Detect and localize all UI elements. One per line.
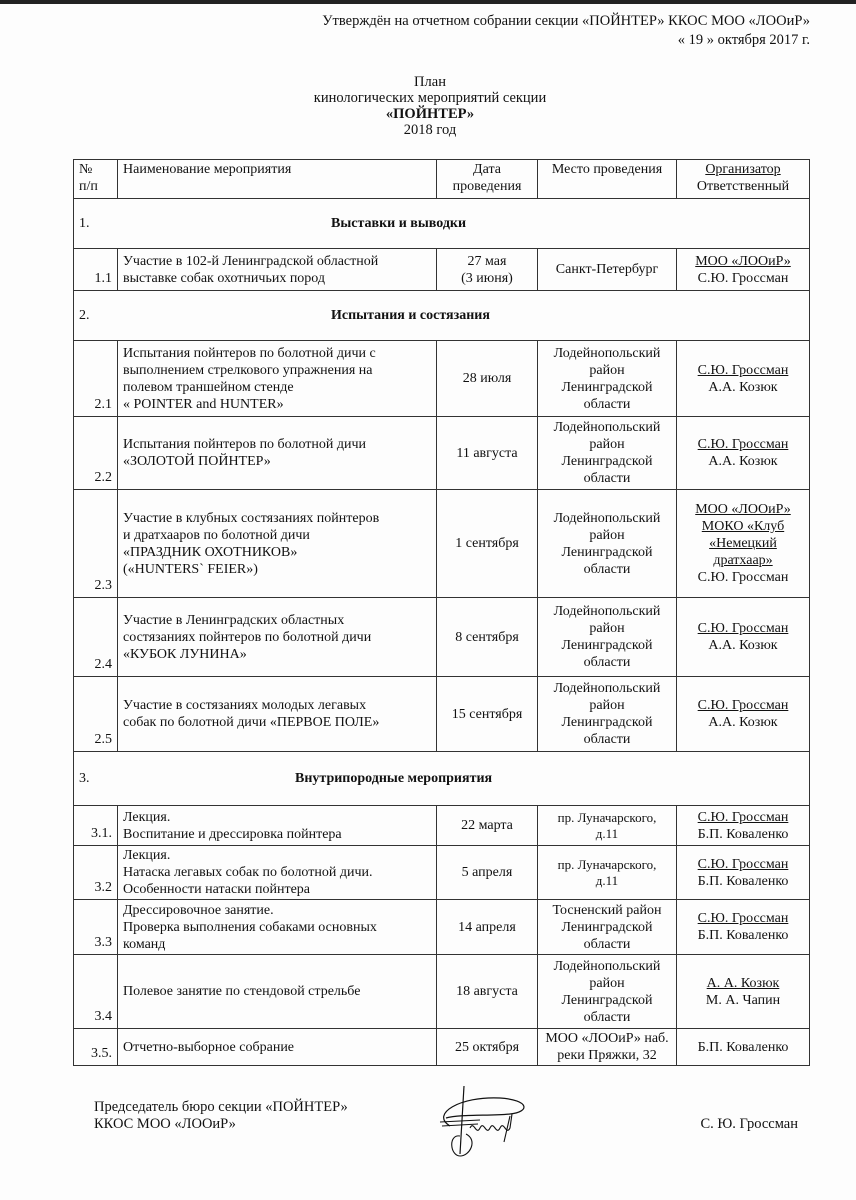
organizer-line: дратхаар» — [713, 553, 773, 568]
event-name-line: Участие в клубных состязаниях пойнтеров — [123, 510, 380, 526]
event-place-line: Лодейнопольский — [553, 345, 661, 361]
table-row — [74, 417, 810, 490]
header-place: Место проведения — [538, 160, 677, 199]
header-num-line: № — [79, 162, 93, 177]
event-place-line: Лодейнопольский — [553, 604, 661, 619]
event-place-line: Лодейнопольский — [553, 420, 661, 435]
event-name-line: выставке собак охотничьих пород — [123, 270, 326, 286]
event-date — [437, 598, 538, 677]
event-date-line: 28 июля — [462, 371, 512, 386]
title-year: 2018 год — [403, 122, 457, 138]
table-row — [74, 490, 810, 598]
event-name-line: Участие в состязаниях молодых легавых — [123, 698, 367, 713]
event-name-line: Воспитание и дрессировка пойнтера — [123, 826, 342, 842]
approval-line: Утверждён на отчетном собрании секции «ПОЙНТЕР» ККОС МОО «ЛООиР» — [322, 13, 810, 29]
row-number: 3.5. — [74, 1029, 118, 1066]
header-date — [437, 160, 538, 199]
event-place-line: области — [583, 561, 631, 577]
organizer-line: С.Ю. Гроссман — [697, 362, 789, 378]
event-date — [437, 677, 538, 752]
event-name — [118, 341, 437, 417]
event-name — [118, 806, 437, 846]
event-date — [437, 1029, 538, 1066]
row-number: 2.5 — [74, 677, 118, 752]
section-number: 3. — [79, 771, 90, 786]
row-number: 3.1. — [74, 806, 118, 846]
event-place — [538, 249, 677, 291]
event-date — [437, 955, 538, 1029]
event-date — [437, 806, 538, 846]
organizer-line: МОКО «Клуб — [701, 519, 785, 534]
event-name-line: Испытания пойнтеров по болотной дичи — [123, 437, 367, 452]
event-date-line: 14 апреля — [458, 919, 516, 935]
event-place — [538, 955, 677, 1029]
event-date-line: 5 апреля — [461, 865, 513, 880]
row-number: 2.2 — [74, 417, 118, 490]
approval-note — [322, 12, 810, 50]
signer-position: Председатель бюро секции «ПОЙНТЕР» — [94, 1099, 348, 1115]
event-place-line: Тосненский район — [552, 902, 662, 918]
section-number: 1. — [79, 216, 90, 231]
event-organizer — [677, 806, 810, 846]
organizer-line: С.Ю. Гроссман — [697, 698, 789, 713]
event-name — [118, 249, 437, 291]
table-header-row — [74, 160, 810, 199]
event-place-line: район — [589, 975, 625, 991]
event-date — [437, 846, 538, 900]
row-number: 2.1 — [74, 341, 118, 417]
event-place-line: район — [589, 621, 625, 636]
event-place-line: Ленинградской — [561, 919, 653, 935]
event-name — [118, 846, 437, 900]
responsible-line: А.А. Козюк — [708, 715, 778, 730]
row-number: 2.3 — [74, 490, 118, 598]
table-row — [74, 846, 810, 900]
responsible-line: Б.П. Коваленко — [697, 826, 789, 842]
row-number: 3.4 — [74, 955, 118, 1029]
event-place-line: Лодейнопольский — [553, 681, 661, 696]
section-number: 2. — [79, 308, 90, 323]
event-name-line: выполнением стрелкового упражнения на — [123, 362, 373, 378]
event-organizer — [677, 341, 810, 417]
event-place — [538, 677, 677, 752]
events-plan-table — [73, 159, 810, 1066]
event-name — [118, 490, 437, 598]
header-num — [74, 160, 118, 199]
event-name-line: Полевое занятие по стендовой стрельбе — [123, 984, 361, 999]
event-date-line: 27 мая — [467, 253, 507, 269]
event-date-line: 8 сентября — [455, 629, 519, 645]
table-row — [74, 1029, 810, 1066]
organizer-line: С.Ю. Гроссман — [697, 809, 789, 825]
organizer-line: С.Ю. Гроссман — [697, 437, 789, 452]
event-organizer — [677, 598, 810, 677]
event-place-line: район — [589, 437, 625, 452]
event-date — [437, 249, 538, 291]
responsible-line: Б.П. Коваленко — [697, 1039, 789, 1055]
responsible-line: А.А. Козюк — [708, 379, 778, 395]
row-number: 2.4 — [74, 598, 118, 677]
event-name-line: собак по болотной дичи «ПЕРВОЕ ПОЛЕ» — [123, 715, 380, 730]
event-place-line: Ленинградской — [561, 992, 653, 1008]
event-name-line: «ЗОЛОТОЙ ПОЙНТЕР» — [123, 454, 271, 469]
signer-name: С. Ю. Гроссман — [700, 1116, 798, 1132]
title-section-name: «ПОЙНТЕР» — [385, 106, 475, 122]
responsible-line: А.А. Козюк — [708, 454, 778, 469]
event-place-line: Ленинградской — [561, 544, 653, 560]
event-place-line: район — [589, 362, 625, 378]
event-organizer — [677, 955, 810, 1029]
event-date-line: 15 сентября — [451, 706, 523, 722]
event-place-line: район — [589, 527, 625, 543]
signature-block — [94, 1099, 348, 1133]
event-organizer — [677, 417, 810, 490]
table-row — [74, 955, 810, 1029]
event-place — [538, 900, 677, 955]
section-row — [74, 199, 810, 249]
event-place-line: Ленинградской — [561, 715, 653, 730]
event-date-line: 1 сентября — [455, 536, 519, 551]
event-place-line: Ленинградской — [561, 454, 653, 469]
event-name-line: Особенности натаски пойнтера — [123, 882, 311, 897]
event-place — [538, 1029, 677, 1066]
header-num-line: п/п — [79, 179, 98, 194]
table-row — [74, 806, 810, 846]
event-name-line: Лекция. — [123, 848, 171, 863]
event-place-line: Санкт-Петербург — [555, 262, 659, 277]
table-row — [74, 249, 810, 291]
section-row — [74, 291, 810, 341]
event-organizer — [677, 249, 810, 291]
event-date-line: 18 августа — [456, 984, 518, 999]
event-name — [118, 900, 437, 955]
event-organizer — [677, 1029, 810, 1066]
event-place-line: Лодейнопольский — [553, 510, 661, 526]
organizer-line: А. А. Козюк — [706, 975, 780, 991]
event-place-line: реки Пряжки, 32 — [557, 1048, 657, 1063]
header-organizer-label: Организатор — [705, 162, 781, 177]
event-place-line: Ленинградской — [561, 638, 653, 653]
row-number: 3.2 — [74, 846, 118, 900]
responsible-line: Б.П. Коваленко — [697, 928, 789, 943]
event-name — [118, 598, 437, 677]
organizer-line: С.Ю. Гроссман — [697, 856, 789, 872]
event-place-line: район — [589, 698, 625, 713]
event-organizer — [677, 900, 810, 955]
event-date-line: 25 октября — [454, 1039, 520, 1055]
section-title: Внутрипородные мероприятия — [295, 771, 493, 786]
header-name: Наименование мероприятия — [118, 160, 437, 199]
event-place — [538, 490, 677, 598]
responsible-line: А.А. Козюк — [708, 638, 778, 653]
event-date-line: 11 августа — [456, 445, 518, 461]
section-title: Испытания и состязания — [331, 308, 490, 323]
event-name-line: «КУБОК ЛУНИНА» — [123, 646, 247, 662]
event-name-line: Лекция. — [123, 809, 171, 825]
event-name-line: Участие в 102-й Ленинградской областной — [123, 253, 379, 269]
signer-organization: ККОС МОО «ЛООиР» — [94, 1116, 236, 1132]
event-name-line: « POINTER and HUNTER» — [123, 396, 284, 412]
event-name — [118, 677, 437, 752]
event-place-line: области — [583, 396, 631, 412]
event-date — [437, 900, 538, 955]
event-place-line: пр. Луначарского, — [557, 856, 657, 872]
event-date-line: (3 июня) — [461, 270, 513, 286]
event-place — [538, 846, 677, 900]
row-number: 1.1 — [74, 249, 118, 291]
header-organizer — [677, 160, 810, 199]
event-name-line: полевом траншейном стенде — [123, 379, 294, 395]
event-date — [437, 417, 538, 490]
title-line: кинологических мероприятий секции — [313, 90, 547, 106]
event-name-line: Проверка выполнения собаками основных — [123, 919, 377, 935]
event-name-line: «ПРАЗДНИК ОХОТНИКОВ» — [123, 544, 298, 560]
event-place-line: МОО «ЛООиР» наб. — [545, 1031, 669, 1046]
event-name-line: Натаска легавых собак по болотной дичи. — [123, 865, 373, 880]
section-cell — [74, 199, 810, 249]
table-row — [74, 677, 810, 752]
event-date-line: 22 марта — [461, 818, 513, 833]
event-place-line: области — [583, 936, 631, 952]
event-name-line: («HUNTERS` FEIER») — [123, 561, 258, 577]
event-name — [118, 955, 437, 1029]
event-name-line: состязаниях пойнтеров по болотной дичи — [123, 629, 372, 645]
event-date — [437, 341, 538, 417]
event-name-line: команд — [123, 936, 166, 952]
event-organizer — [677, 490, 810, 598]
responsible-line: С.Ю. Гроссман — [697, 570, 789, 585]
event-place-line: области — [583, 732, 631, 747]
approval-date: « 19 » октября 2017 г. — [677, 32, 810, 48]
header-responsible-label: Ответственный — [696, 179, 790, 194]
event-place — [538, 417, 677, 490]
section-cell — [74, 752, 810, 806]
header-date-line: Дата — [473, 162, 501, 177]
event-place-line: области — [583, 655, 631, 670]
responsible-line: М. А. Чапин — [705, 992, 781, 1008]
header-date-line: проведения — [452, 179, 522, 194]
organizer-line: С.Ю. Гроссман — [697, 621, 789, 636]
event-name-line: и дратхааров по болотной дичи — [123, 527, 310, 543]
event-name-line: Отчетно-выборное собрание — [123, 1039, 295, 1055]
event-place-line: Лодейнопольский — [553, 958, 661, 974]
event-organizer — [677, 677, 810, 752]
event-place-line: д.11 — [595, 825, 619, 841]
section-row — [74, 752, 810, 806]
section-title: Выставки и выводки — [331, 216, 467, 231]
table-row — [74, 900, 810, 955]
event-name — [118, 1029, 437, 1066]
section-cell — [74, 291, 810, 341]
event-name-line: Испытания пойнтеров по болотной дичи с — [123, 345, 376, 361]
title-line: План — [414, 74, 446, 90]
organizer-line: МОО «ЛООиР» — [695, 502, 791, 517]
event-place — [538, 598, 677, 677]
event-organizer — [677, 846, 810, 900]
organizer-line: «Немецкий — [709, 536, 777, 551]
organizer-line: МОО «ЛООиР» — [695, 253, 791, 269]
responsible-line: Б.П. Коваленко — [697, 873, 789, 889]
scan-edge — [0, 0, 856, 4]
event-name-line: Дрессировочное занятие. — [123, 902, 274, 918]
event-place — [538, 341, 677, 417]
event-date — [437, 490, 538, 598]
event-place-line: Ленинградской — [561, 379, 653, 395]
event-place-line: области — [583, 1009, 631, 1025]
event-place-line: области — [583, 471, 631, 486]
event-name — [118, 417, 437, 490]
event-place-line: д.11 — [595, 872, 619, 888]
event-place — [538, 806, 677, 846]
responsible-line: С.Ю. Гроссман — [697, 270, 789, 286]
event-name-line: Участие в Ленинградских областных — [123, 612, 345, 628]
signature-icon — [420, 1084, 540, 1159]
row-number: 3.3 — [74, 900, 118, 955]
document-title — [270, 74, 590, 138]
table-row — [74, 341, 810, 417]
table-row — [74, 598, 810, 677]
event-place-line: пр. Луначарского, — [557, 809, 657, 825]
organizer-line: С.Ю. Гроссман — [697, 911, 789, 926]
